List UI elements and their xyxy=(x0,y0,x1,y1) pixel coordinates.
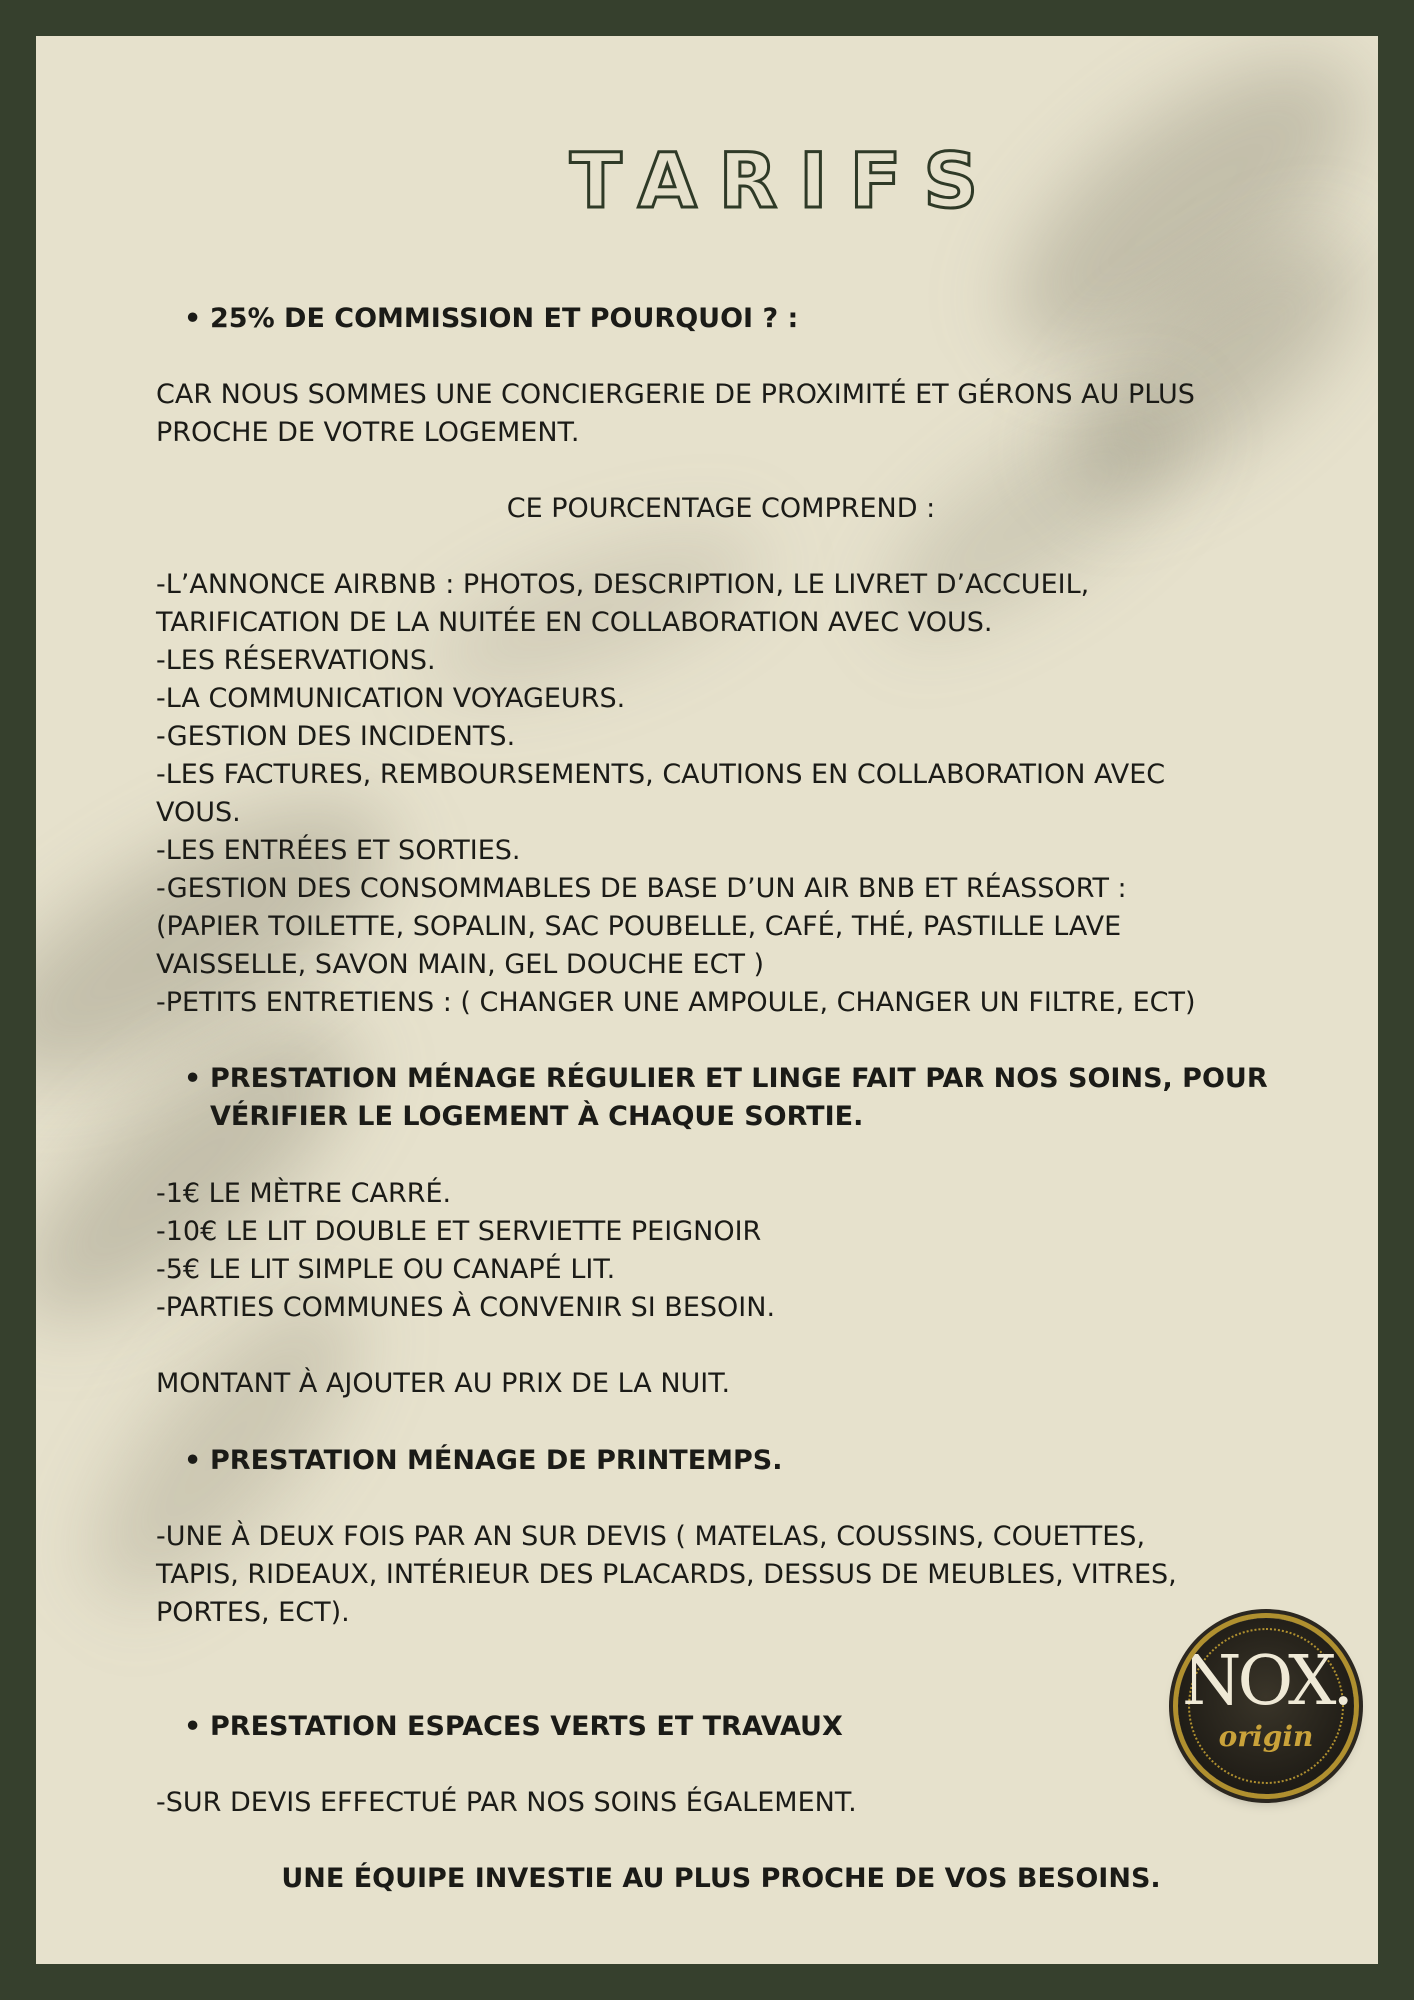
price-line: -PARTIES COMMUNES À CONVENIR SI BESOIN. xyxy=(156,1292,776,1323)
logo-mark: NOX. xyxy=(1181,1642,1351,1721)
bullet-dot: • xyxy=(184,1445,202,1476)
section-heading-text: 25% DE COMMISSION ET POURQUOI ? : xyxy=(210,303,799,334)
text-line: -LA COMMUNICATION VOYAGEURS. xyxy=(156,683,626,714)
text-line: -GESTION DES CONSOMMABLES DE BASE D’UN AIR BNB ET RÉASSORT : xyxy=(156,873,1127,904)
text-line: PROCHE DE VOTRE LOGEMENT. xyxy=(156,417,580,448)
commission-intro xyxy=(156,376,1286,452)
cleaning-prices xyxy=(156,1175,1286,1327)
spring-cleaning-details xyxy=(156,1518,1286,1632)
text-line: VOUS. xyxy=(156,797,241,828)
commission-items xyxy=(156,566,1286,1022)
price-line: -5€ LE LIT SIMPLE OU CANAPÉ LIT. xyxy=(156,1254,616,1285)
bullet-dot: • xyxy=(184,303,202,334)
text-line: -LES RÉSERVATIONS. xyxy=(156,645,436,676)
section-heading-commission xyxy=(184,300,799,338)
bullet-dot: • xyxy=(184,1711,202,1742)
green-spaces-details: -SUR DEVIS EFFECTUÉ PAR NOS SOINS ÉGALEMENT. xyxy=(156,1787,857,1818)
section-heading-cleaning xyxy=(184,1060,1268,1136)
text-line: TARIFICATION DE LA NUITÉE EN COLLABORATION AVEC VOUS. xyxy=(156,607,993,638)
text-line: -L’ANNONCE AIRBNB : PHOTOS, DESCRIPTION, LE LIVRET D’ACCUEIL, xyxy=(156,569,1090,600)
text-line: -GESTION DES INCIDENTS. xyxy=(156,721,516,752)
includes-label: CE POURCENTAGE COMPREND : xyxy=(506,493,936,524)
section-heading-green-spaces xyxy=(184,1708,843,1746)
text-line: PORTES, ECT). xyxy=(156,1597,350,1628)
nox-origin-logo xyxy=(1178,1618,1354,1794)
closing-statement: UNE ÉQUIPE INVESTIE AU PLUS PROCHE DE VOS BESOINS. xyxy=(281,1863,1161,1894)
section-heading-text: PRESTATION ESPACES VERTS ET TRAVAUX xyxy=(210,1711,843,1742)
price-line: -1€ LE MÈTRE CARRÉ. xyxy=(156,1178,452,1209)
text-line: -LES ENTRÉES ET SORTIES. xyxy=(156,835,521,866)
text-line: TAPIS, RIDEAUX, INTÉRIEUR DES PLACARDS, DESSUS DE MEUBLES, VITRES, xyxy=(156,1559,1177,1590)
text-line: (PAPIER TOILETTE, SOPALIN, SAC POUBELLE, CAFÉ, THÉ, PASTILLE LAVE xyxy=(156,911,1122,942)
cleaning-note: MONTANT À AJOUTER AU PRIX DE LA NUIT. xyxy=(156,1368,731,1399)
text-line: -UNE À DEUX FOIS PAR AN SUR DEVIS ( MATELAS, COUSSINS, COUETTES, xyxy=(156,1521,1146,1552)
document-sheet xyxy=(36,36,1378,1964)
price-line: -10€ LE LIT DOUBLE ET SERVIETTE PEIGNOIR xyxy=(156,1216,762,1247)
page-title: TARIFS xyxy=(569,136,1001,225)
section-heading-text: PRESTATION MÉNAGE DE PRINTEMPS. xyxy=(210,1445,783,1476)
text-line: -LES FACTURES, REMBOURSEMENTS, CAUTIONS EN COLLABORATION AVEC xyxy=(156,759,1166,790)
text-line: CAR NOUS SOMMES UNE CONCIERGERIE DE PROXIMITÉ ET GÉRONS AU PLUS xyxy=(156,379,1195,410)
logo-word: origin xyxy=(1218,1720,1314,1753)
section-heading-text: VÉRIFIER LE LOGEMENT À CHAQUE SORTIE. xyxy=(210,1101,864,1132)
text-line: -PETITS ENTRETIENS : ( CHANGER UNE AMPOULE, CHANGER UN FILTRE, ECT) xyxy=(156,987,1196,1018)
bullet-dot: • xyxy=(184,1063,202,1094)
text-line: VAISSELLE, SAVON MAIN, GEL DOUCHE ECT ) xyxy=(156,949,765,980)
section-heading-text: PRESTATION MÉNAGE RÉGULIER ET LINGE FAIT PAR NOS SOINS, POUR xyxy=(210,1063,1268,1094)
section-heading-spring-cleaning xyxy=(184,1442,783,1480)
